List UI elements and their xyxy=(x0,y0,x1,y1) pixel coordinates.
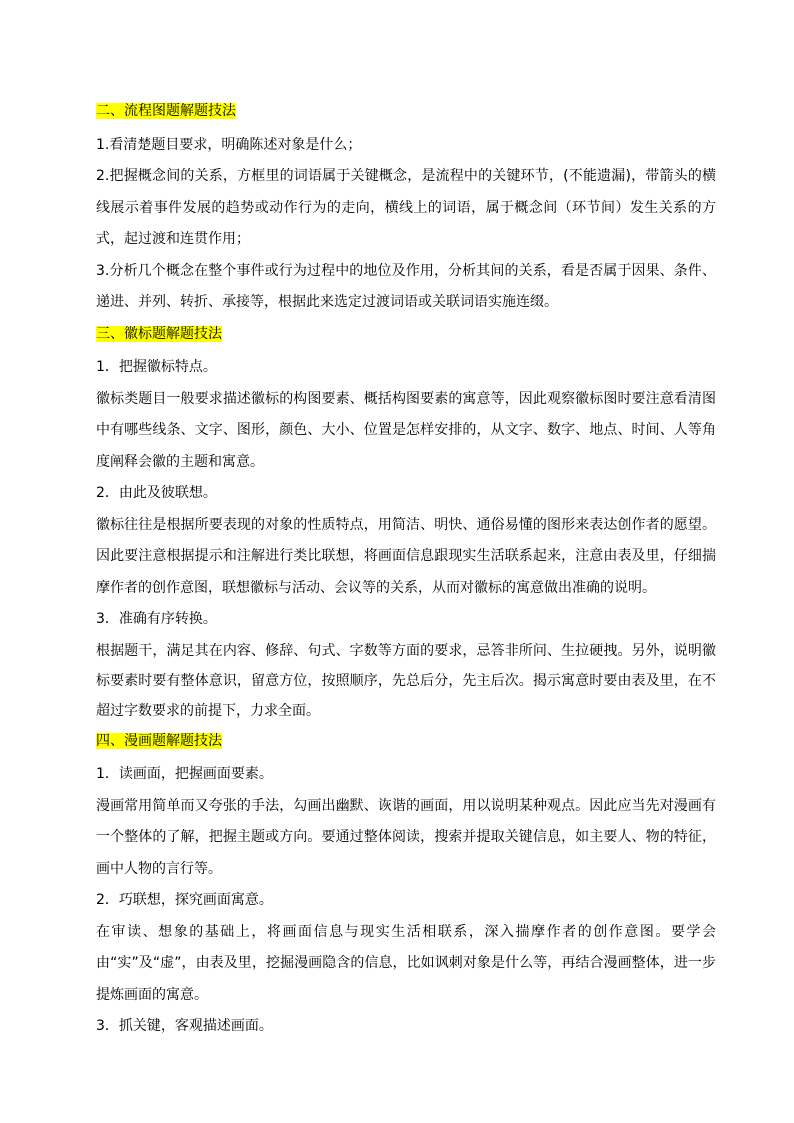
paragraph: 徽标类题目一般要求描述徽标的构图要素、概括构图要素的寓意等，因此观察徽标图时要注意看清图中有哪些线条、文字、图形，颜色、大小、位置是怎样安排的，从文字、数字、地点、时间、人等角度阐释会徽的主题和寓意。 xyxy=(96,390,716,470)
paragraph: 1.看清楚题目要求，明确陈述对象是什么； xyxy=(96,136,362,153)
paragraph: 3.分析几个概念在整个事件或行为过程中的地位及作用，分析其间的关系，看是否属于因果、条件、递进、并列、转折、承接等，根据此来选定过渡词语或关联词语实施连缀。 xyxy=(96,262,716,310)
section-heading-cartoon: 四、漫画题解题技法 xyxy=(96,732,222,749)
paragraph: 1．把握徽标特点。 xyxy=(96,359,217,375)
paragraph: 2.把握概念间的关系，方框里的词语属于关键概念，是流程中的关键环节，(不能遗漏)，带箭头的横线展示着事件发展的趋势或动作行为的走向，横线上的词语，属于概念间（环节间）发生关系的方式，起过渡和连贯作用； xyxy=(96,168,716,247)
paragraph: 徽标往往是根据所要表现的对象的性质特点，用简洁、明快、通俗易懂的图形来表达创作者的愿望。因此要注意根据提示和注解进行类比联想，将画面信息跟现实生活联系起来，注意由表及里，仔细揣摩作者的创作意图，联想徽标与活动、会议等的关系，从而对徽标的寓意做出准确的说明。 xyxy=(96,516,716,596)
paragraph: 3．抓关键，客观描述画面。 xyxy=(96,1018,273,1034)
paragraph: 在审读、想象的基础上，将画面信息与现实生活相联系，深入揣摩作者的创作意图。要学会由“实”及“虚”，由表及里，挖掘漫画隐含的信息，比如讽刺对象是什么等，再结合漫画整体，进一步提炼画面的寓意。 xyxy=(96,923,716,1003)
paragraph: 3．准确有序转换。 xyxy=(96,611,217,627)
paragraph: 根据题干，满足其在内容、修辞、句式、字数等方面的要求，忌答非所问、生拉硬拽。另外，说明徽标要素时要有整体意识，留意方位，按照顺序，先总后分，先主后次。揭示寓意时要由表及里，在不超过字数要求的前提下，力求全面。 xyxy=(96,642,716,719)
section-heading-flowchart: 二、流程图题解题技法 xyxy=(96,103,236,119)
paragraph: 2．巧联想，探究画面寓意。 xyxy=(96,892,273,908)
paragraph: 漫画常用简单而又夸张的手法，勾画出幽默、诙谐的画面，用以说明某种观点。因此应当先对漫画有一个整体的了解，把握主题或方向。要通过整体阅读，搜索并提取关键信息，如主要人、物的特征，画中人物的言行等。 xyxy=(96,797,716,877)
paragraph: 2．由此及彼联想。 xyxy=(96,485,217,501)
document-page xyxy=(96,96,716,1043)
paragraph: 1．读画面，把握画面要素。 xyxy=(96,766,273,782)
section-heading-logo: 三、徽标题解题技法 xyxy=(96,325,222,342)
